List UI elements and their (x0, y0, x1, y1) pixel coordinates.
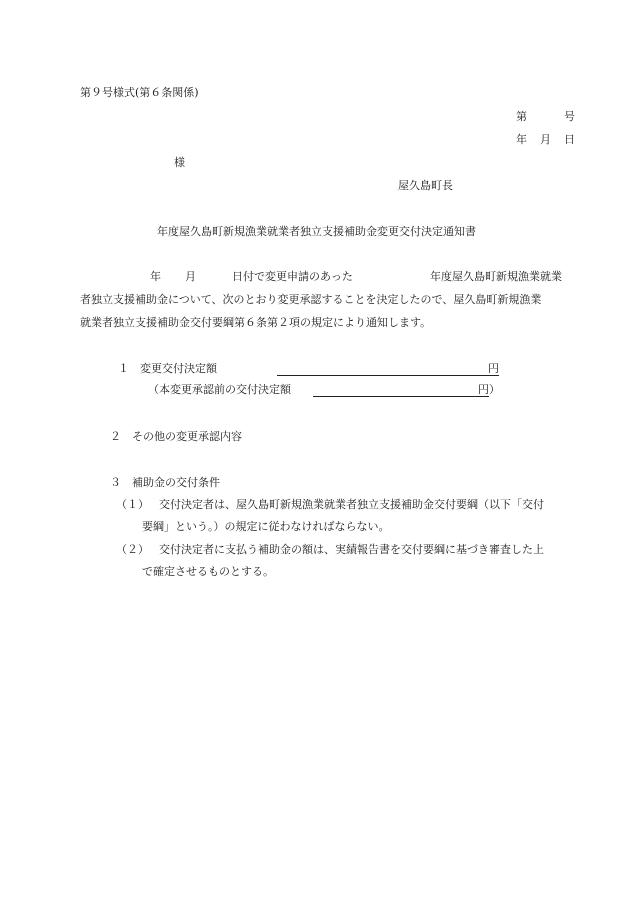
item3-label: ３ 補助金の交付条件 (110, 476, 220, 489)
condition1-line2: 要綱」という。）の規定に従わなければならない。 (142, 520, 390, 533)
doc-number-suffix: 号 (564, 110, 575, 123)
item2-label: ２ その他の変更承認内容 (110, 430, 242, 443)
date-year: 年 (516, 133, 527, 146)
item1-amount-underline (277, 375, 499, 376)
condition2-number: （２） (116, 543, 149, 556)
item1-label: １ 変更交付決定額 (118, 362, 217, 375)
item1-sub-label: （本変更承認前の交付決定額 (148, 383, 291, 396)
condition1-line1: 交付決定者は、屋久島町新規漁業就業者独立支援補助金交付要綱（以下「交付 (159, 498, 544, 511)
item1-unit: 円 (488, 362, 499, 375)
date-day: 日 (564, 133, 575, 146)
body-line2: 者独立支援補助金について、次のとおり変更承認することを決定したので、屋久島町新規漁業 (80, 293, 542, 306)
body-date-text: 日付で変更申請のあった (232, 270, 353, 283)
condition2-line1: 交付決定者に支払う補助金の額は、実績報告書を交付要綱に基づき審査した上 (159, 543, 544, 556)
form-number: 第９号様式(第６条関係) (80, 86, 199, 99)
doc-number-prefix: 第 (516, 110, 527, 123)
body-line3: 就業者独立支援補助金交付要綱第６条第２項の規定により通知します。 (80, 316, 432, 329)
date-month: 月 (540, 133, 551, 146)
condition2-line2: で確定させるものとする。 (142, 565, 274, 578)
document-title: 年度屋久島町新規漁業就業者独立支援補助金変更交付決定通知書 (157, 225, 476, 238)
body-line1-tail: 年度屋久島町新規漁業就業 (430, 270, 562, 283)
item1-sub-unit: 円） (478, 383, 500, 396)
sender-name: 屋久島町長 (398, 179, 453, 192)
addressee-honorific: 様 (174, 156, 185, 169)
body-month: 月 (185, 270, 196, 283)
condition1-number: （１） (116, 498, 149, 511)
body-year: 年 (150, 270, 161, 283)
item1-sub-amount-underline (313, 396, 489, 397)
